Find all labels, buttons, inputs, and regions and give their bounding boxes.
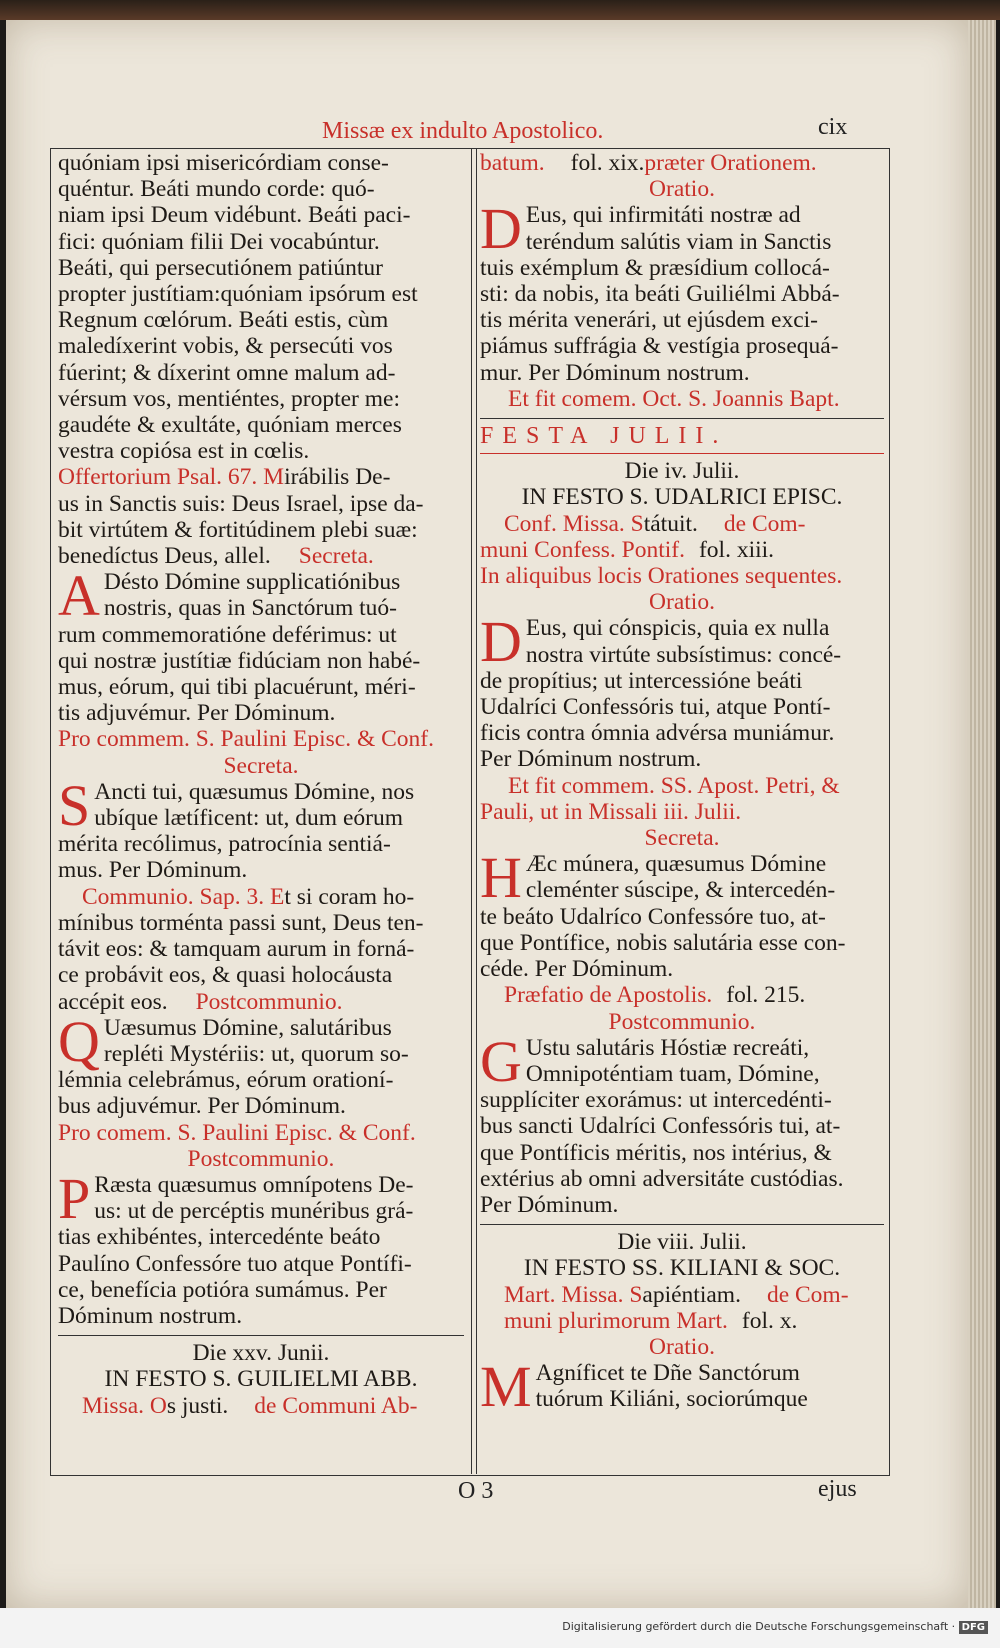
text-line (58, 989, 464, 1015)
text-run: Æc múnera, quæsumus Dómine (525, 851, 827, 878)
text-run: fol. x. (741, 1307, 798, 1334)
text-run: Agníficet te Dñe Sanctórum (535, 1360, 800, 1387)
text-line: céde. Per Dóminum. (480, 956, 674, 983)
text-line: Paulíno Confessóre tuo atque Pontífi- (58, 1250, 412, 1277)
rubric-line: In aliquibus locis Orationes sequentes. (480, 563, 843, 590)
book-page (6, 20, 968, 1608)
rubric-text: Conf. Missa. S (504, 510, 644, 537)
initial-paragraph (480, 609, 884, 675)
rubric-line: Et fit comem. Oct. S. Joannis Bapt. (508, 385, 840, 412)
text-run: accépit eos. (58, 988, 168, 1015)
text-line: fúerint; & díxerint omne malum ad- (58, 359, 396, 386)
rubric-line: Pro comem. S. Paulini Episc. & Conf. (58, 1119, 416, 1146)
text-run: fol. xix. (570, 150, 645, 176)
text-run: t si coram ho- (284, 883, 415, 910)
rubric-text: Communio. Sap. 3. E (82, 883, 285, 910)
initial-paragraph (480, 1354, 884, 1420)
text-line (480, 511, 884, 537)
rubric-heading: Oratio. (649, 1333, 715, 1360)
dfg-logo: DFG (959, 1621, 988, 1634)
text-line: us in Sanctis suis: Deus Israel, ipse da- (58, 490, 424, 517)
text-run: Uæsumus Dómine, salutáribus (103, 1014, 392, 1041)
text-line: Dóminum nostrum. (58, 1302, 243, 1329)
drop-capital: P (58, 1165, 91, 1231)
text-line: maledíxerint vobis, & persecúti vos (58, 333, 393, 360)
text-line: mínibus torménta passi sunt, Deus ten- (58, 909, 424, 936)
text-line (58, 543, 464, 569)
section-rule (480, 453, 884, 454)
text-line: bus sancti Udalríci Confessóris tui, at- (480, 1113, 841, 1140)
text-line (480, 150, 884, 176)
text-line: niam ipsi Deum vidébunt. Beáti paci- (58, 202, 411, 229)
month-heading: FESTA JULII. (480, 423, 728, 450)
text-run: teréndum salútis viam in Sanctis (525, 228, 832, 255)
text-run: Ancti tui, quæsumus Dómine, nos (94, 778, 415, 805)
book-edge-top (0, 0, 1000, 20)
rubric-heading: Postcommunio. (608, 1008, 756, 1035)
feast-heading: IN FESTO SS. KILIANI & SOC. (523, 1255, 841, 1282)
rubric-text: Secreta. (298, 543, 374, 570)
text-line: lémnia celebrámus, eórum orationí- (58, 1067, 394, 1094)
credit-text: Digitalisierung gefördert durch die Deutsche Forschungsgemeinschaft (562, 1620, 949, 1633)
text-line: mus. Per Dóminum. (58, 857, 248, 884)
text-line: Regnum cœlórum. Beáti estis, cùm (58, 307, 389, 334)
rubric-heading: Oratio. (649, 176, 715, 203)
text-run: irábilis De- (284, 464, 391, 491)
rubric-text: præter Orationem. (644, 150, 817, 176)
text-line: tias exhibéntes, intercedénte beáto (58, 1224, 381, 1251)
text-run: ubíque lætíficent: ut, dum eórum (94, 805, 403, 832)
text-line: mus, eórum, qui tibi placuérunt, méri- (58, 674, 416, 701)
credit-bar (0, 1608, 1000, 1648)
text-line: piámus suffrágia & vestígia prosequá- (480, 333, 839, 360)
section-rule (480, 1224, 884, 1225)
text-run: benedíctus Deus, allel. (58, 543, 271, 570)
feast-heading: IN FESTO S. GUILIELMI ABB. (104, 1366, 418, 1393)
page-header (6, 114, 968, 150)
text-run: s justi. (166, 1392, 229, 1419)
drop-capital: S (58, 772, 91, 838)
text-run: Ræsta quæsumus omnípotens De- (94, 1171, 414, 1198)
text-run: fol. xiii. (698, 536, 775, 563)
drop-capital: D (480, 196, 522, 262)
feast-heading: Die xxv. Junii. (192, 1340, 330, 1367)
text-line: ficis contra ómnia advérsa muniámur. (480, 720, 835, 747)
text-line: te beáto Udalríco Confessóre tuo, at- (480, 903, 826, 930)
right-column (480, 150, 884, 1420)
feast-heading: IN FESTO S. UDALRICI EPISC. (521, 484, 843, 511)
credit-line: Digitalisierung gefördert durch die Deutsche Forschungsgemeinschaft · DFG (562, 1620, 988, 1633)
text-line (480, 982, 884, 1008)
initial-paragraph (58, 563, 464, 629)
page-footer (6, 1470, 968, 1510)
signature-mark: O 3 (458, 1478, 494, 1504)
text-line: vestra copiósa est in cœlis. (58, 438, 310, 465)
section-rule (58, 1335, 464, 1336)
rubric-line: Et fit commem. SS. Apost. Petri, & (508, 772, 840, 799)
text-line: tis adjuvémur. Per Dóminum. (58, 700, 336, 727)
rubric-text: muni Confess. Pontif. (480, 536, 685, 563)
rubric-text: de Com- (766, 1281, 849, 1308)
text-line: supplíciter exorámus: ut intercedénti- (480, 1087, 832, 1114)
rubric-line: Pro commem. S. Paulini Episc. & Conf. (58, 726, 434, 753)
rubric-heading: Secreta. (644, 825, 720, 852)
text-run: Ustu salutáris Hóstiæ recreáti, (525, 1034, 810, 1061)
text-line: qui nostræ justítiæ fidúciam non habé- (58, 647, 421, 674)
text-line: mérita recólimus, patrocínia sentiá- (58, 831, 391, 858)
text-run: Eus, qui infirmitáti nostræ ad (525, 202, 801, 229)
drop-capital: D (480, 609, 522, 675)
text-run: nostra virtúte subsístimus: concé- (525, 641, 842, 668)
text-line: bit virtútem & fortitúdinem plebi suæ: (58, 516, 418, 543)
drop-capital: A (58, 563, 100, 629)
text-line: quéntur. Beáti mundo corde: quó- (58, 176, 375, 203)
section-rule (480, 418, 884, 419)
rubric-text: Offertorium Psal. 67. M (58, 464, 285, 491)
text-run: Désto Dómine supplicatiónibus (103, 569, 401, 596)
text-line: gaudéte & exultáte, quóniam merces (58, 412, 402, 439)
initial-paragraph (480, 845, 884, 911)
text-line: mur. Per Dóminum nostrum. (480, 359, 750, 386)
text-line: que Pontíficis méritis, nos intérius, & (480, 1139, 832, 1166)
initial-paragraph (58, 1008, 464, 1074)
page-stack-edge (968, 20, 996, 1608)
text-run: Omnipoténtiam tuam, Dómine, (525, 1060, 820, 1087)
text-line: quóniam ipsi misericórdiam conse- (58, 150, 389, 176)
text-line: vérsum vos, mentiéntes, propter me: (58, 385, 400, 412)
text-line: távit eos: & tamquam aurum in forná- (58, 936, 415, 963)
initial-paragraph (58, 772, 464, 838)
rubric-text: Mart. Missa. S (504, 1281, 643, 1308)
rubric-text: de Com- (723, 510, 806, 537)
drop-capital: M (480, 1354, 532, 1420)
rubric-text: Missa. O (82, 1392, 167, 1419)
text-line: extérius ab omni adversitáte custódias. (480, 1165, 844, 1192)
rubric-text: de Communi Ab- (254, 1392, 418, 1419)
initial-paragraph (480, 196, 884, 262)
text-run: tuórum Kiliáni, sociorúmque (535, 1386, 808, 1413)
rubric-heading: Postcommunio. (187, 1145, 335, 1172)
text-line: tuis exémplum & præsídium collocá- (480, 254, 830, 281)
text-line: Per Dóminum. (480, 1191, 619, 1218)
text-run: fol. 215. (726, 982, 806, 1009)
text-line: sti: da nobis, ita beáti Guiliélmi Abbá- (480, 281, 840, 308)
text-line: que Pontífice, nobis salutária esse con- (480, 929, 846, 956)
initial-paragraph (480, 1028, 884, 1094)
text-line: Udalríci Confessóris tui, atque Pontí- (480, 694, 831, 721)
rubric-text: muni plurimorum Mart. (504, 1307, 728, 1334)
rubric-heading: Oratio. (649, 589, 715, 616)
rubric-line: Pauli, ut in Missali iii. Julii. (480, 798, 742, 825)
catchword: ejus (818, 1476, 857, 1502)
text-line: ce, benefícia potióra sumámus. Per (58, 1276, 387, 1303)
text-line (58, 1393, 464, 1419)
folio-number: cix (818, 114, 848, 140)
text-run: apiéntiam. (642, 1281, 741, 1308)
text-line: bus adjuvémur. Per Dóminum. (58, 1093, 346, 1120)
text-line (480, 537, 884, 563)
text-line: Per Dóminum nostrum. (480, 746, 702, 773)
text-line: Beáti, qui persecutiónem patiúntur (58, 254, 383, 281)
text-line (480, 1308, 884, 1334)
feast-heading: Die iv. Julii. (624, 458, 740, 485)
text-line: de propítius; ut intercessióne beáti (480, 667, 803, 694)
text-line (58, 884, 464, 910)
text-line: rum commemoratióne deférimus: ut (58, 621, 397, 648)
left-column (58, 150, 464, 1419)
text-line: tis mérita venerári, ut ejúsdem exci- (480, 307, 819, 334)
text-line (58, 464, 464, 490)
rubric-text: batum. (480, 150, 545, 176)
text-run: us: ut de percéptis munéribus grá- (94, 1198, 414, 1225)
text-line: ce probávit eos, & quasi holocáusta (58, 962, 393, 989)
text-line: fici: quóniam filii Dei vocabúntur. (58, 228, 380, 255)
running-title: Missæ ex indulto Apostolico. (322, 118, 604, 144)
rubric-text: Postcommunio. (195, 988, 343, 1015)
initial-paragraph (58, 1165, 464, 1231)
text-line (480, 1282, 884, 1308)
text-run: nostris, quas in Sanctórum tuó- (103, 595, 397, 622)
text-run: tátuit. (643, 510, 698, 537)
feast-heading: Die viii. Julii. (617, 1229, 747, 1256)
column-divider (471, 148, 477, 1474)
drop-capital: H (480, 845, 522, 911)
text-run: repléti Mystériis: ut, quorum so- (103, 1040, 409, 1067)
text-run: cleménter súscipe, & intercedén- (525, 877, 836, 904)
rubric-text: Præfatio de Apostolis. (504, 982, 713, 1009)
drop-capital: G (480, 1028, 522, 1094)
text-line: propter justítiam:quóniam ipsórum est (58, 281, 418, 308)
rubric-heading: Secreta. (223, 752, 299, 779)
text-run: Eus, qui cónspicis, quia ex nulla (525, 615, 830, 642)
drop-capital: Q (58, 1008, 100, 1074)
